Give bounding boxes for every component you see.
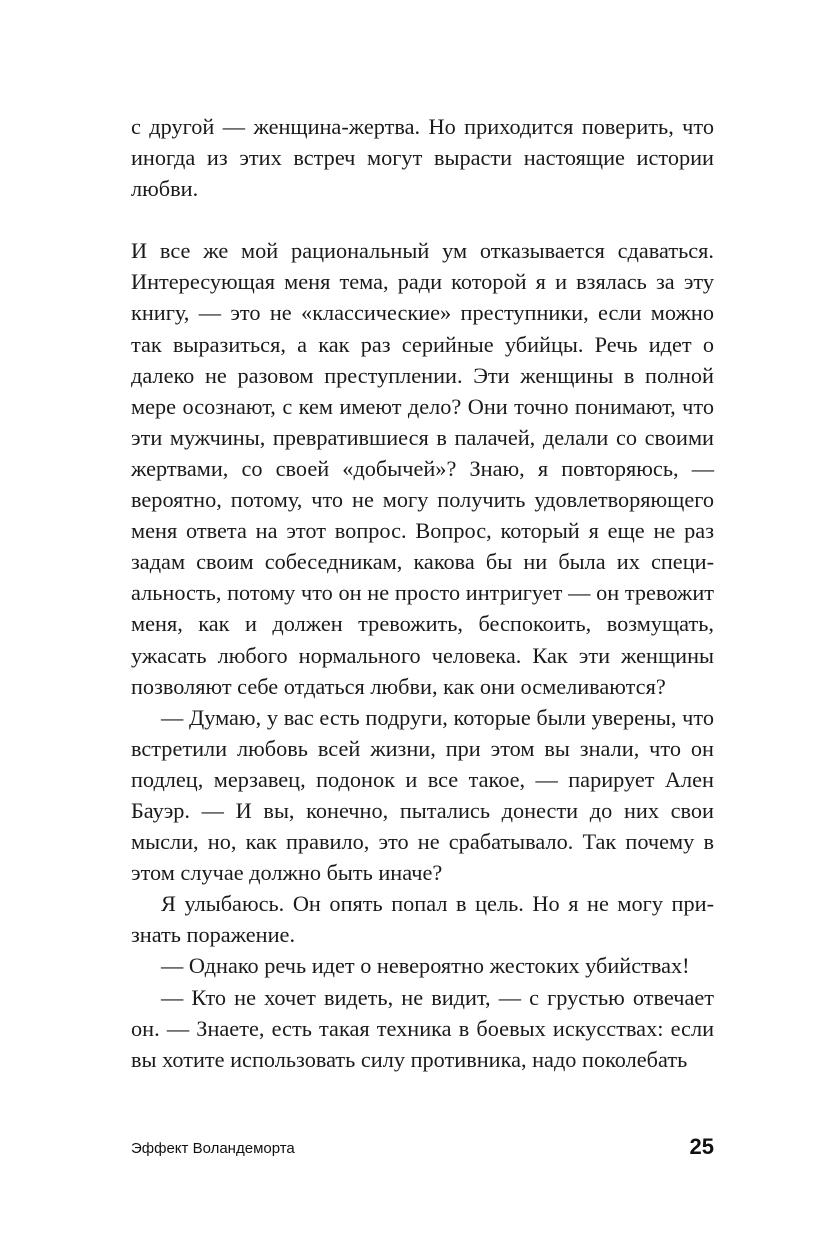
paragraph-3: — Думаю, у вас есть подруги, которые были уверены, что встретили любовь всей жизни, при этом вы знали, что он подлец, мерзавец, подонок и все такое, — парирует Ален Бауэр. — И вы, конечно, пытались донести до них свои мысли, но, как правило, это не срабатывало. Так почему в этом случае должно быть иначе? [131, 704, 714, 886]
running-title: Эффект Воландеморта [131, 1140, 295, 1157]
paragraph-6: — Кто не хочет видеть, не видит, — с грустью отвечает он. — Знаете, есть такая техника в боевых искусствах: если вы хотите использовать силу противника, надо поколебать [131, 984, 714, 1072]
paragraph-5: — Однако речь идет о невероятно жестоких убийствах! [161, 953, 690, 979]
page-footer [131, 1134, 714, 1166]
page-body-text [131, 111, 714, 1075]
paragraph-4: Я улыбаюсь. Он опять попал в цель. Но я не могу признать поражение. [131, 891, 714, 948]
paragraph-2: И все же мой рациональный ум отказывается сдаваться. Интересующая меня тема, ради которой я и взялась за эту книгу, — это не «классические» преступники, если можно так выразиться, а как раз серийные убийцы. Речь идет о далеко не разовом преступлении. Эти женщины в полной мере осознают, с кем имеют дело? Они точно понимают, что эти мужчины, превратившиеся в палачей, делали со своими жертвами, со своей «добычей»? Знаю, я повторяюсь, — вероятно, потому, что не могу получить удовлетворяющего меня ответа на этот вопрос. Вопрос, который я еще не раз задам своим собеседникам, какова бы ни была их специальность, потому что он не просто интригует — он тревожит меня, как и должен тревожить, беспокоить, возмущать, ужасать любого нормального человека. Как эти женщины позволяют себе отдаться любви, как они осмеливаются? [131, 238, 714, 699]
page-number: 25 [689, 1134, 714, 1159]
paragraph-1: с другой — женщина-жертва. Но приходится поверить, что иногда из этих встреч могут вырасти настоящие истории любви. [131, 114, 714, 202]
